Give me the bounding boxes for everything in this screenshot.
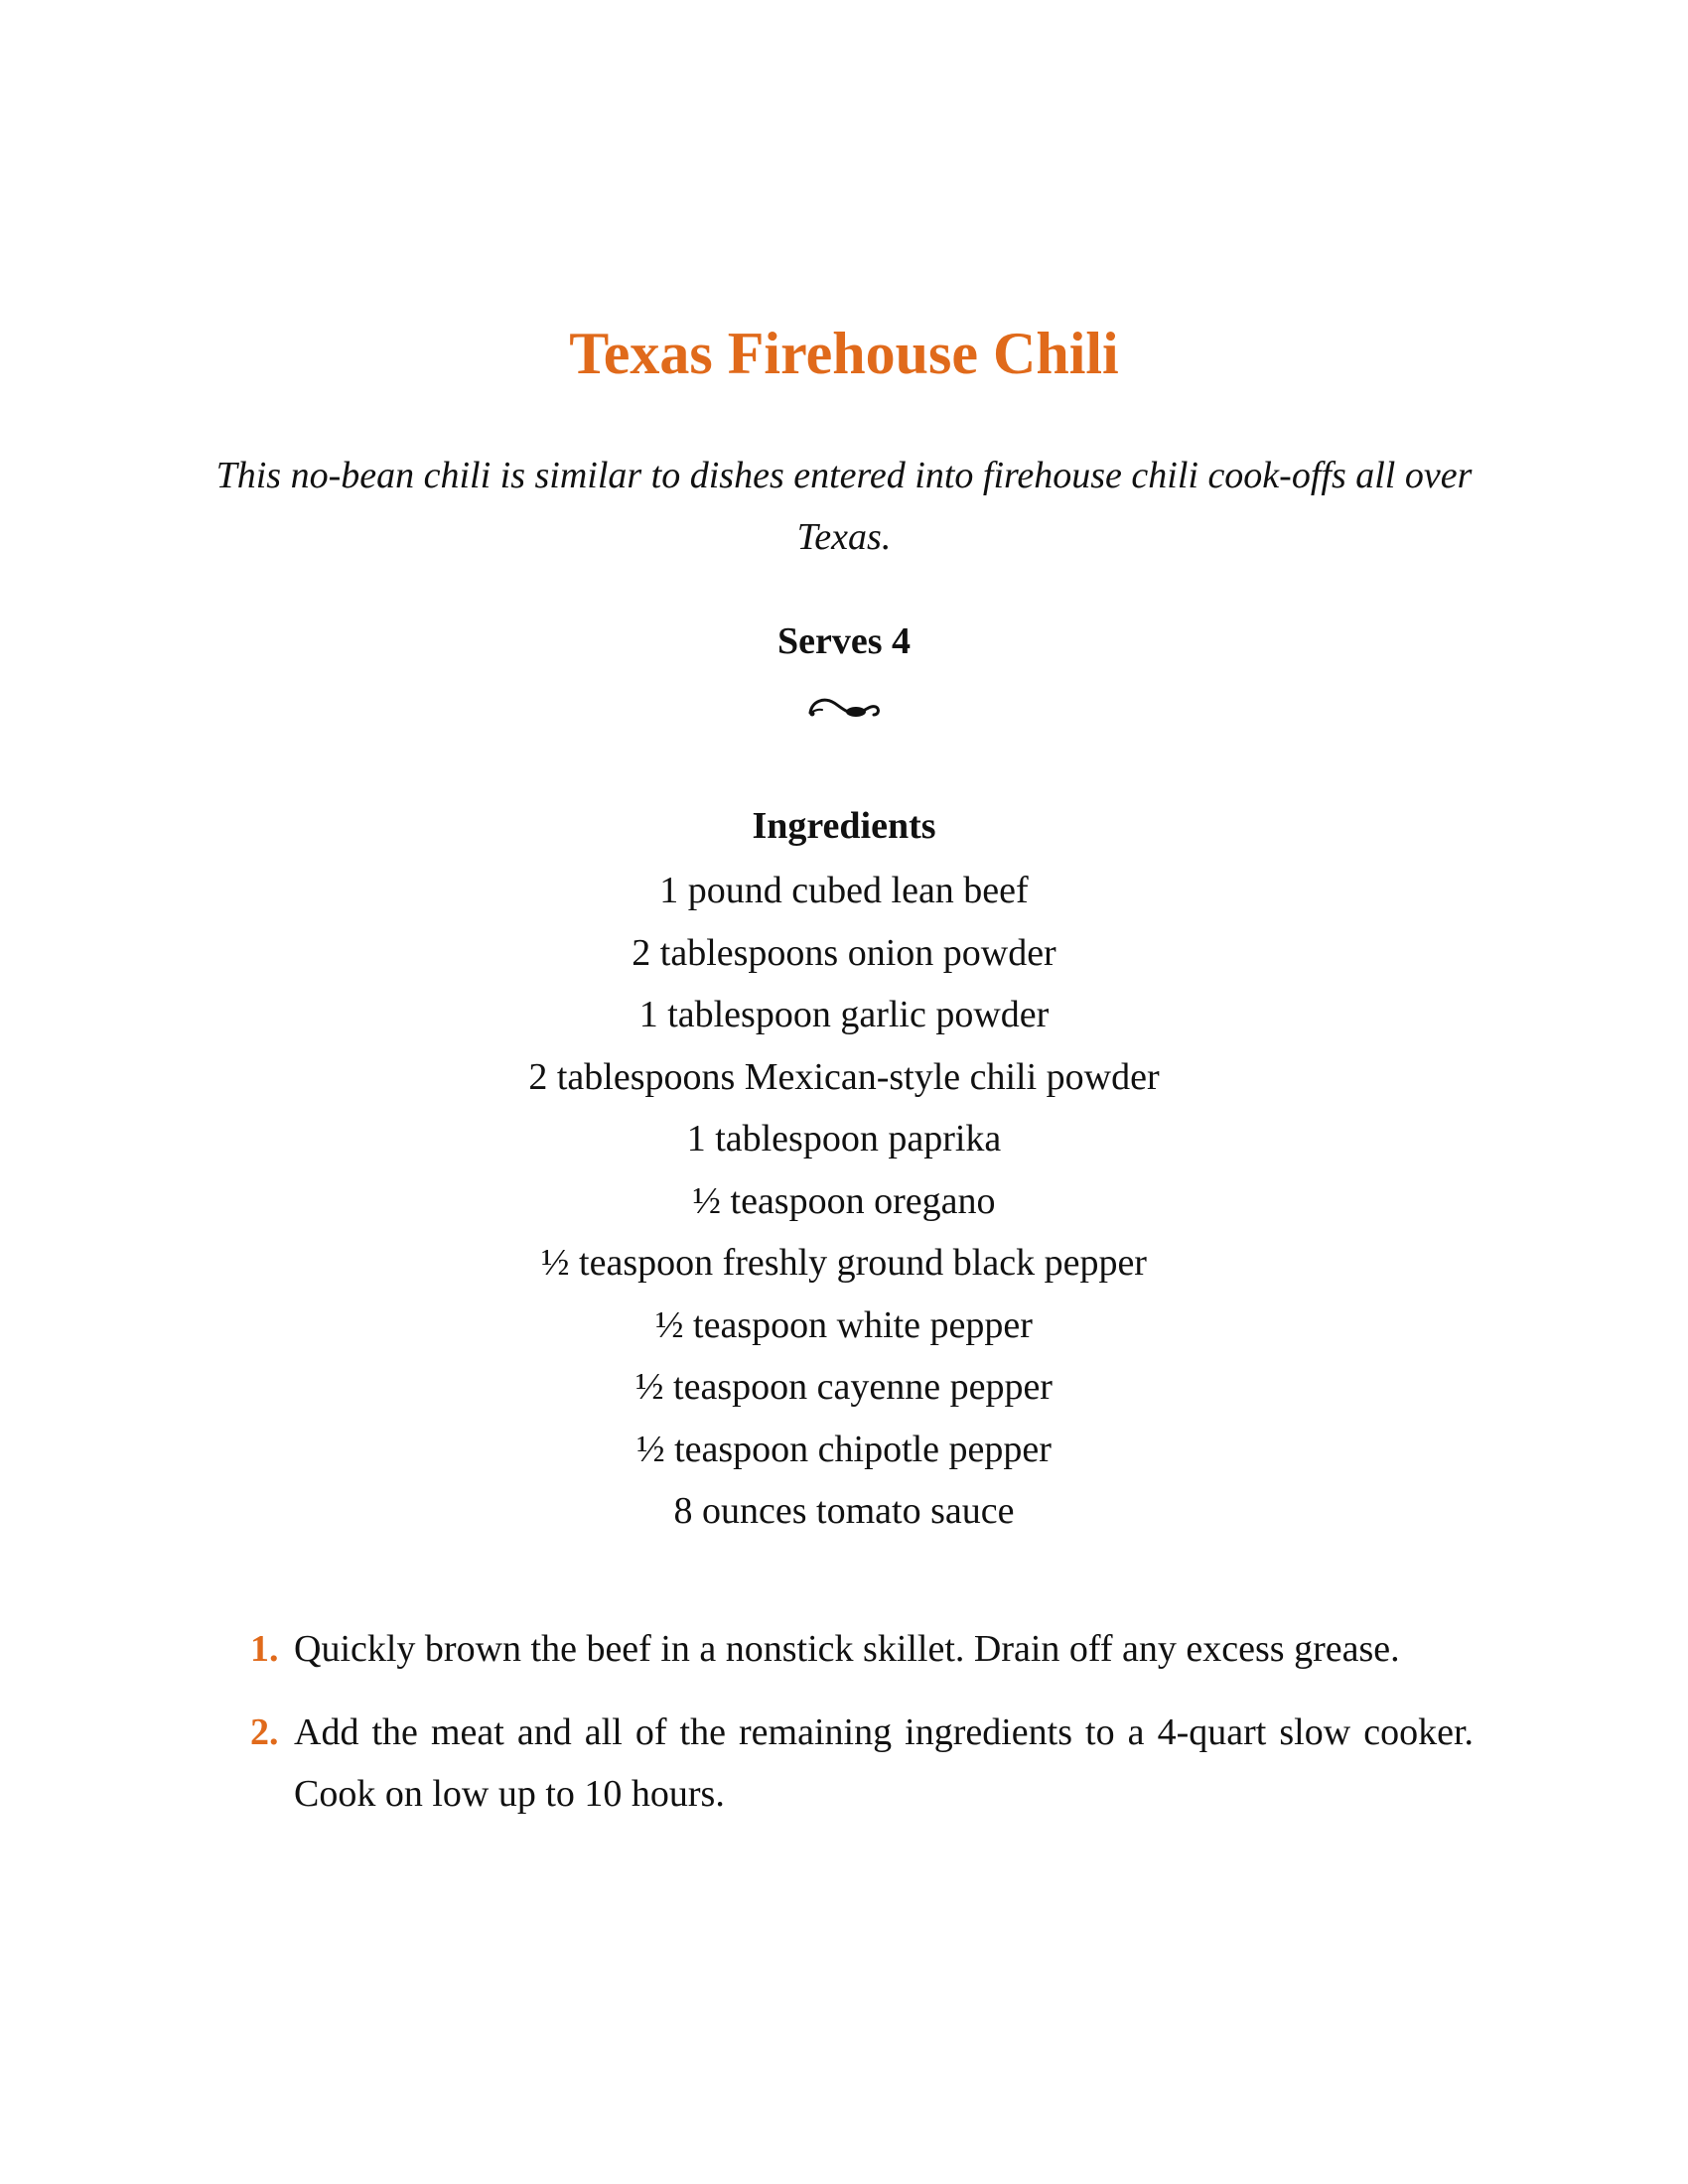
ingredient-item: ½ teaspoon white pepper [655,1303,1033,1346]
step-text: Quickly brown the beef in a nonstick skillet. Drain off any excess grease. [294,1628,1400,1670]
ingredient-item: ½ teaspoon cayenne pepper [635,1366,1053,1408]
step-number: 2. [250,1711,279,1753]
step-text: Add the meat and all of the remaining ingredients to a 4-quart slow cooker. Cook on low up to 10 hours. [294,1711,1474,1815]
ingredient-item: ½ teaspoon oregano [692,1179,996,1222]
ingredient-item: 1 tablespoon paprika [686,1118,1002,1160]
ingredient-item: 2 tablespoons Mexican-style chili powder [528,1055,1160,1098]
recipe-intro: This no-bean chili is similar to dishes entered into firehouse chili cook-offs all over Texas. [215,455,1473,558]
swash-ornament-icon [804,687,884,727]
serves-count: Serves 4 [776,620,912,662]
ingredient-item: 1 tablespoon garlic powder [638,994,1050,1035]
recipe-title: Texas Firehouse Chili [569,321,1119,386]
step-number: 1. [250,1628,279,1670]
ingredient-item: 8 ounces tomato sauce [673,1490,1015,1532]
step-item [250,1702,1474,1825]
ingredient-item: 1 pound cubed lean beef [659,870,1029,911]
ingredients-list [0,860,1688,1543]
steps-list [250,1618,1474,1846]
ingredient-item: ½ teaspoon freshly ground black pepper [541,1242,1147,1284]
ingredient-item: 2 tablespoons onion powder [632,931,1056,974]
step-item [250,1618,1474,1680]
ingredient-item: ½ teaspoon chipotle pepper [636,1428,1052,1470]
ingredients-heading: Ingredients [752,805,936,847]
